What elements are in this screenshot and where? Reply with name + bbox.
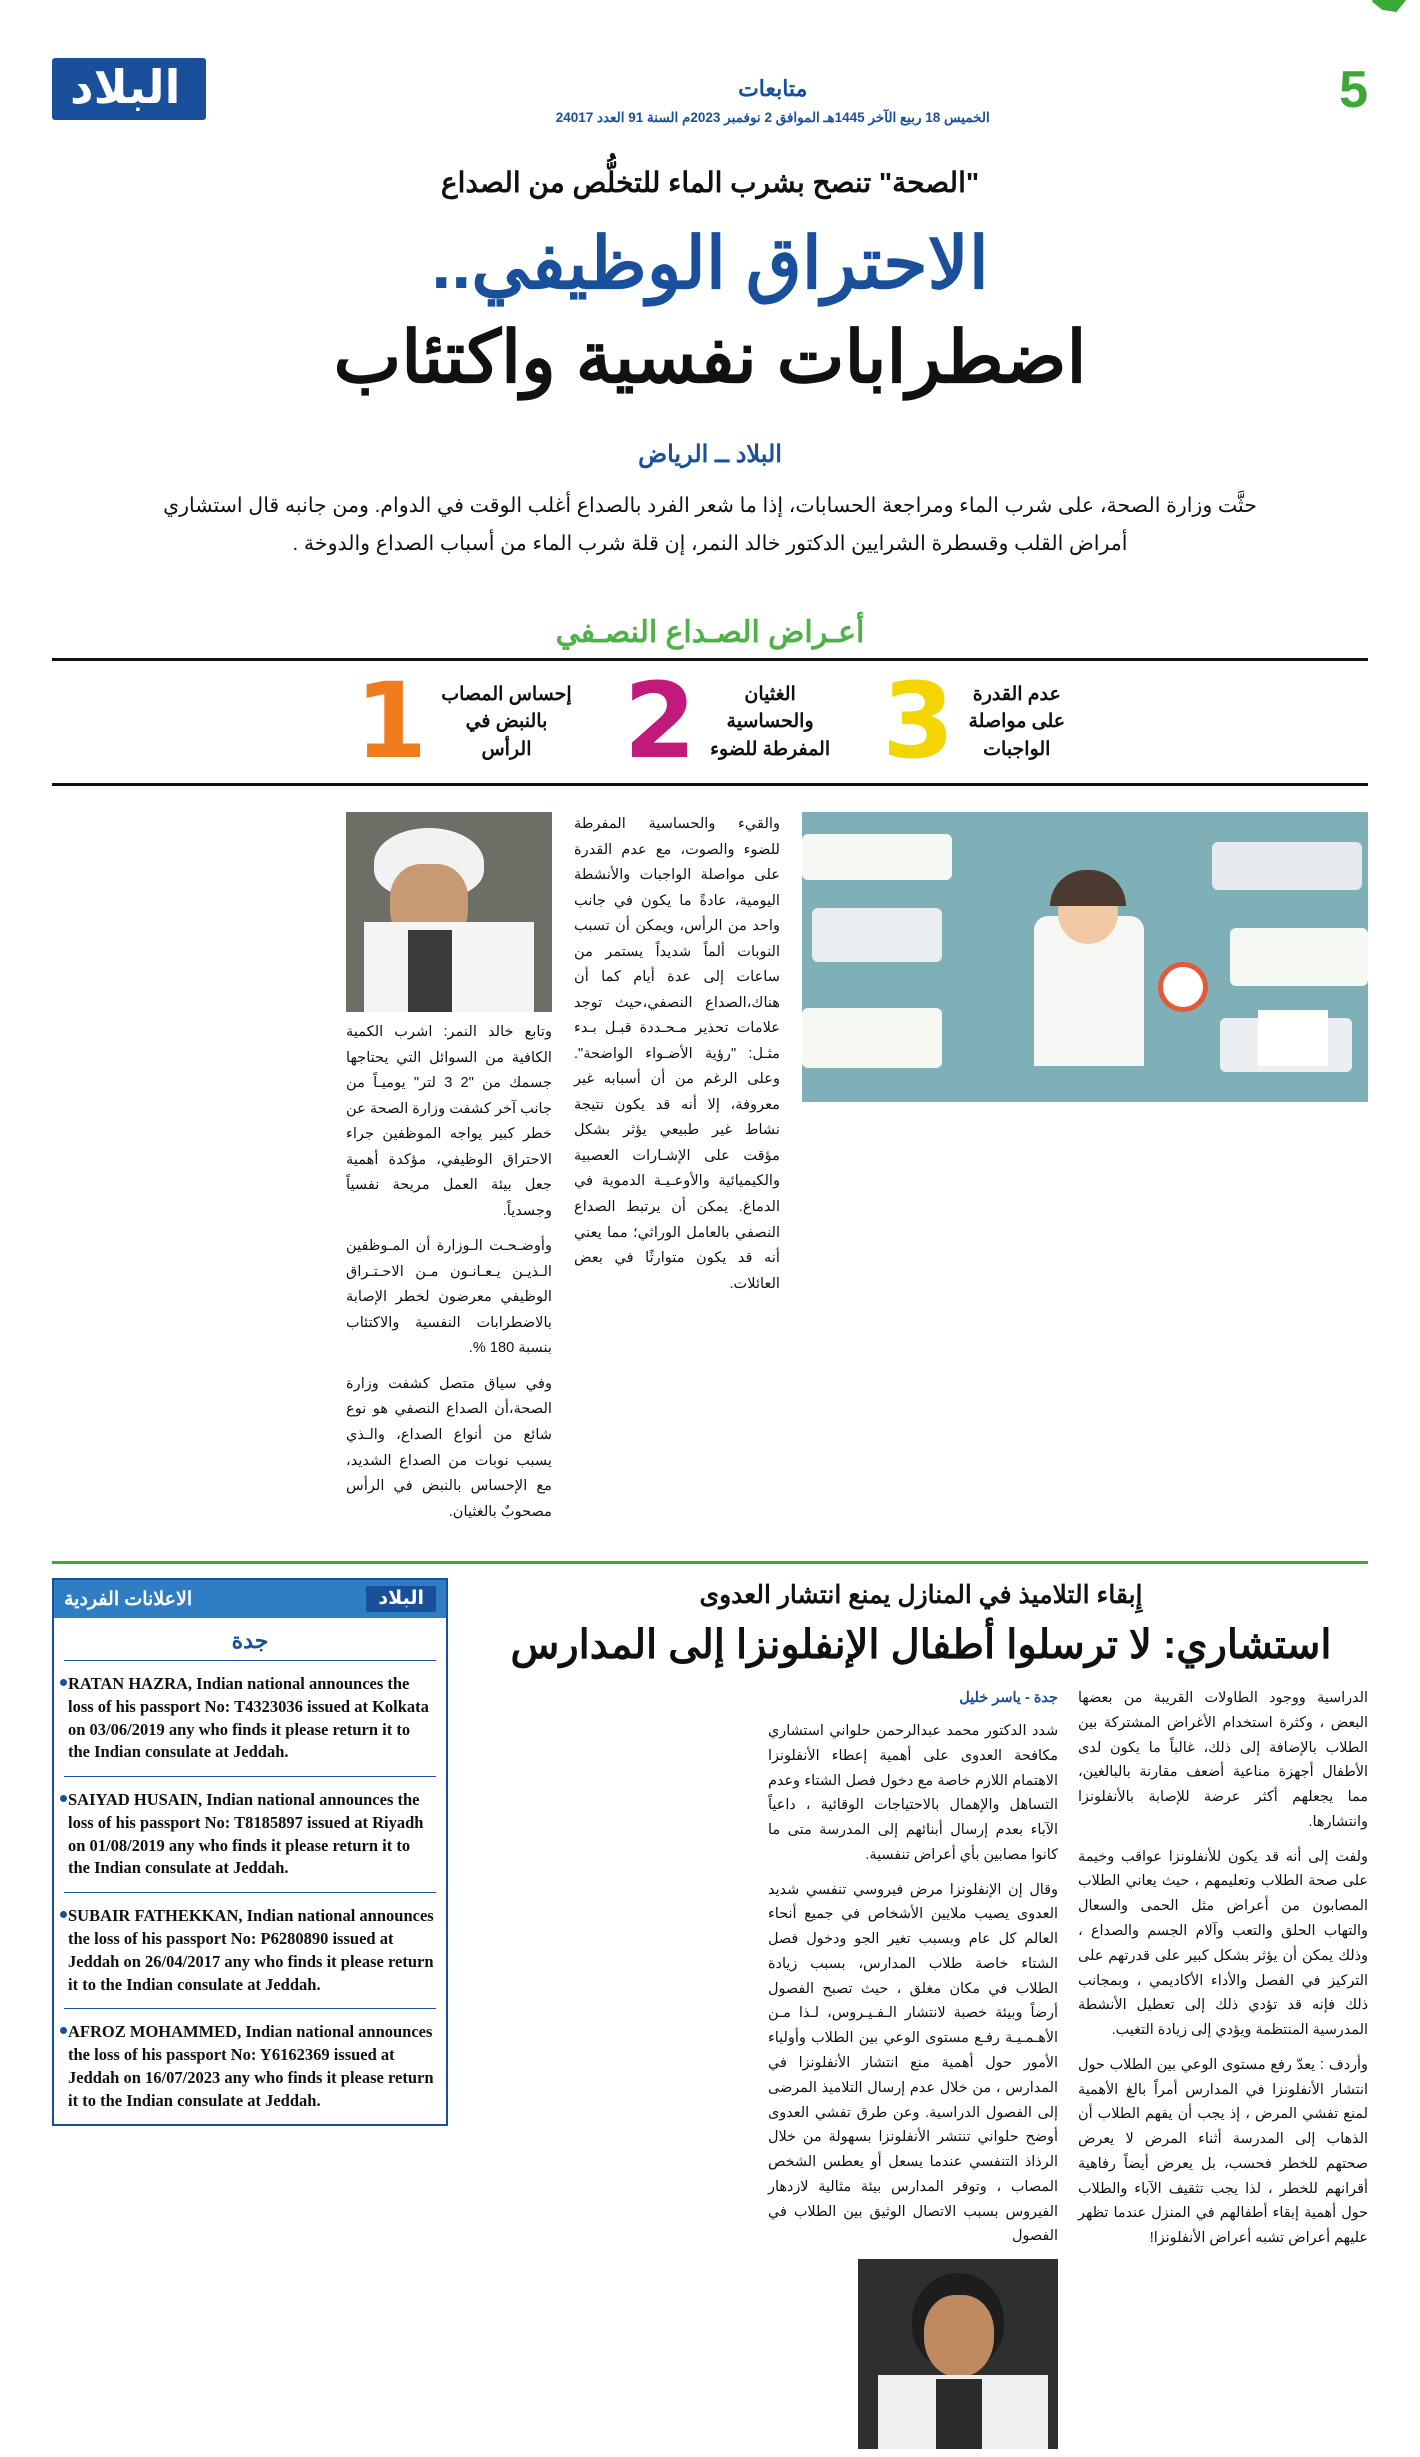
classifieds-box [52, 1578, 448, 2126]
section-label: متابعات [738, 76, 808, 101]
lower-article-column-2: الدراسية ووجود الطاولات القريبة من بعضها البعض ، وكثرة استخدام الأغراض المشتركة بين الطلاب بالإضافة إلى ذلك، غالباً ما يكون لدى الأطفال أجهزة مناعية أضعف مقارنة بالبالغين، مما يجعلهم أكثر عرضة للإصابة بالأنفلونزا وانتشارها. ولفت إلى أنه قد يكون للأنفلونزا عواقب وخيمة على صحة الطلاب وتعليمهم ، حيث يعاني الطلاب المصابون من أعراض مثل الحمى والسعال والتهاب الحلق والتعب وآلام الجسم والصداع ، وذلك يمكن أن يؤثر بشكل كبير على قدرتهم على التركيز في الفصل والأداء الأكاديمي ، وبمجانب ذلك فإنه قد تؤدي ذلك إلى تعطيل الأنشطة المدرسية المنتظمة ويؤدي إلى زيادة التغيب. وأردف : يعدّ رفع مستوى الوعي بين الطلاب حول انتشار الأنفلونزا في المدارس أمراً بالغ الأهمية لمنع تفشي المرض ، إذ يجب أن يفهم الطلاب أن الذهاب إلى المدرسة أثناء المرض لا يعرض صحتهم للخطر فحسب، بل يعرض أيضاً رفاهية أقرانهم للخطر ، لذا يجب تثقيف الآباء والطلاب حول أهمية إبقاء أطفالهم في المنزل عندما تظهر عليهم أعراض تشبه أعراض الأنفلونزا! [1078, 1690, 1368, 2247]
portrait-mohammed-halawani [858, 2259, 1058, 2449]
section-divider [52, 1561, 1368, 1564]
article-column-1-wrapper [346, 812, 552, 1535]
list-item: SUBAIR FATHEKKAN, Indian national announces the loss of his passport No: P6280890 issued at Jeddah on 26/04/2017 any who finds it please return it to the Indian consulate at Jeddah. [54, 1893, 446, 2008]
logo-text: البلاد [52, 58, 206, 120]
classifieds-city: جدة [231, 1628, 269, 1654]
issue-line: الخميس 18 ربيع الآخر 1445هـ الموافق 2 نوفمبر 2023م السنة 91 العدد 24017 [555, 110, 990, 125]
article-column-1: وتابع خالد النمر: اشرب الكمية الكافية من السوائل التي يحتاجها جسمك من "2 3 لتر" يوميـاً من جانب آخر كشفت وزارة الصحة عن خطر كبير يواجه الموظفين جراء الاحتراق الوظيفي، مؤكدة أهمية جعل بيئة العمل مريحة نفسياً وجسدياً. وأوضـحـت الـوزارة أن المـوظفين الـذيـن يـعـانـون مـن الاحـتـراق الوظيفي معرضون لخطر الإصابة بالاضطرابات النفسية والاكتئاب بنسبة 180 %. وفي سياق متصل كشفت وزارة الصحة،أن الصداع النصفي هو نوع شائع من أنواع الصداع، والـذي يسبب نوبات من الصداع الشديد، مع الإحساس بالنبض في الرأس مصحوبٌ بالغثيان. [345, 1024, 552, 1520]
article-body [52, 812, 1368, 1535]
lower-article-column-1-wrapper [768, 1686, 1058, 2457]
lower-article-columns [474, 1686, 1368, 2457]
classifieds-header [54, 1580, 446, 1618]
lower-article-headline: استشاري: لا ترسلوا أطفال الإنفلونزا إلى المدارس [510, 1623, 1332, 1668]
list-item: AFROZ MOHAMMED, Indian national announces the loss of his passport No: Y6162369 issued at Jeddah on 16/07/2023 any who finds it please return it to the Indian consulate at Jeddah. [54, 2009, 446, 2124]
headline-line-2: اضطرابات نفسية واكتئاب [333, 317, 1087, 398]
stress-illustration [802, 812, 1368, 1102]
infographic-item-1 [329, 660, 598, 783]
page-number: 5 [1339, 61, 1368, 119]
article-kicker: "الصحة" تنصح بشرب الماء للتخلُّص من الصداع [440, 167, 980, 198]
infographic-item-3-text: عدم القدرة على مواصلة الواجبات [968, 683, 1066, 760]
lower-article [474, 1578, 1368, 2457]
infographic-strip [52, 658, 1368, 786]
infographic-item-3-number: 3 [882, 660, 955, 783]
infographic-item-2 [598, 660, 856, 783]
lower-article-column-1: شدد الدكتور محمد عبدالرحمن حلواني استشاري مكافحة العدوى على أهمية إعطاء الأنفلونزا الاهتمام اللازم خاصة مع دخول فصل الشتاء وعدم التساهل والإهمال بالاحتياجات الوقائية ، داعياً الآباء بعدم إرسال أبنائهم إلى المدرسة متى ما كانوا مصابين بأي أعراض تنفسية. وقال إن الإنفلونزا مرض فيروسي تنفسي شديد العدوى يصيب ملايين الأشخاص في جميع أنحاء العالم كل عام وبسبب تغير الجو ودخول فصل الشتاء خاصة طلاب المدارس، بسبب زيادة الطلاب في مكان مغلق ، حيث تصبح الفصول أرضاً وبيئة خصبة لانتشار الـفـيـروس، لـذا مـن الأهـمـيـة رفـع مستوى الوعي بين الطلاب وأولياء الأمور حول أهمية منع انتشار الأنفلونزا في المدارس ، من خلال عدم إرسال التلاميذ المرضى إلى الفصول الدراسية. وعن طرق تفشي العدوى أوضح حلواني تنتشر الأنفلونزا بسهولة من خلال الرذاذ التنفسي عندما يسعل أو يعطس الشخص المصاب ، وتوفر المدارس بيئة مثالية لازدهار الفيروس بسبب الاتصال الوثيق بين الطلاب في الفصول [768, 1723, 1058, 2245]
article-byline: البلاد ــ الرياض [638, 441, 782, 469]
list-item: RATAN HAZRA, Indian national announces the loss of his passport No: T4323036 issued at Kolkata on 03/06/2019 any who finds it please return it to the Indian consulate at Jeddah. [54, 1661, 446, 1776]
map-icon [1372, 0, 1406, 12]
newspaper-logo [52, 58, 206, 120]
masthead [52, 0, 1368, 125]
lower-article-byline: جدة - ياسر خليل [959, 1690, 1058, 1707]
infographic-item-2-number: 2 [623, 660, 697, 783]
article-column-2: والقيء والحساسية المفرطة للضوء والصوت، مع عدم القدرة على مواصلة الواجبات والأنشطة اليومية، عادةً ما يكون في جانب واحد من الرأس، ويمكن أن تسبب النوبات ألماً شديداً يستمر من ساعات إلى عدة أيام كما أن هناك،الصداع النصفي،حيث توجد علامات تحذير مـحـددة قبـل بـدء مثـل: "رؤية الأضـواء الواضحة". وعلى الرغم من أن أسبابه غير معروفة، إلا أنه قد يكون نتيجة نشاط غير طبيعي يؤثر بشكل مؤقت على الإشـارات العصبية والكيميائية والأوعـيـة الدموية في الدماغ. يمكن أن يرتبط الصداع النصفي بالعامل الوراثي؛ مما يعني أنه قد يكون متوارثًا في بعض العائلات. [574, 816, 780, 1292]
infographic-title: أعـراض الصـداع النصـفي [555, 616, 865, 650]
lower-article-kicker: إِبقاء التلاميذ في المنازل يمنع انتشار العدوى [699, 1581, 1143, 1610]
lower-section [52, 1578, 1368, 2457]
masthead-center [206, 58, 1339, 126]
infographic-item-3 [856, 660, 1091, 783]
headline-line-1: الاحتراق الوظيفي.. [431, 224, 989, 304]
article-lede: حثَّت وزارة الصحة، على شرب الماء ومراجعة الحسابات، إذا ما شعر الفرد بالصداع أغلب الوقت في الدوام. ومن جانبه قال استشاري أمراض القلب وقسطرة الشرايين الدكتور خالد النمر، إن قلة شرب الماء من أسباب الصداع والدوخة . [163, 494, 1257, 556]
list-item: SAIYAD HUSAIN, Indian national announces the loss of his passport No: T8185897 issued at Riyadh on 01/08/2019 any who finds it please return it to the Indian consulate at Jeddah. [54, 1777, 446, 1892]
infographic-item-2-text: الغثيان والحساسية المفرطة للضوء [710, 683, 831, 760]
portrait-khaled-alnemer [346, 812, 552, 1012]
illustration-wrapper [802, 812, 1368, 1102]
infographic-item-1-text: إحساس المصاب بالنبض في الرأس [441, 683, 572, 760]
classifieds-logo: البلاد [366, 1586, 436, 1612]
classifieds-title: الاعلانات الفردية [64, 1588, 193, 1610]
infographic-item-1-number: 1 [354, 660, 428, 783]
